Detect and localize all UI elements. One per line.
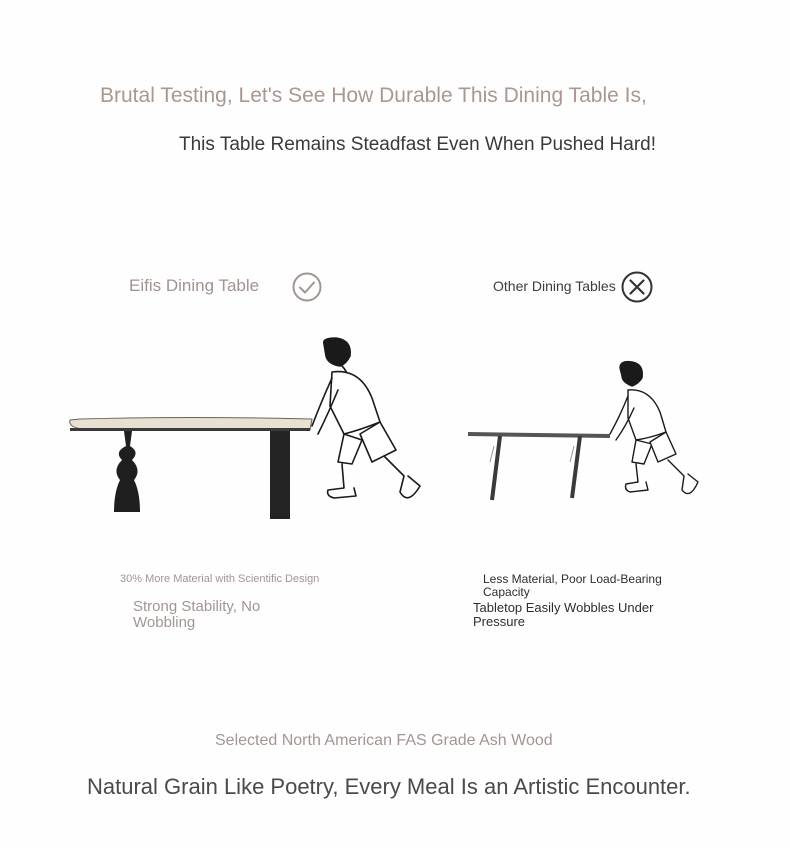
sturdy-table-illustration [60,330,430,530]
tagline: Natural Grain Like Poetry, Every Meal Is an Artistic Encounter. [87,774,691,799]
left-note-big: Strong Stability, No Wobbling [133,598,261,631]
wood-label: Selected North American FAS Grade Ash Wood [215,732,553,749]
other-tables-label: Other Dining Tables [493,278,616,294]
wobbly-table-illustration [460,350,710,510]
headline: Brutal Testing, Let's See How Durable This Dining Table Is, [100,84,647,107]
right-note-big: Tabletop Easily Wobbles Under Pressure [473,600,654,629]
left-note-small: 30% More Material with Scientific Design [120,573,320,585]
check-circle-icon [292,272,322,302]
x-circle-icon [621,271,653,303]
right-note-small: Less Material, Poor Load-Bearing Capacity [483,572,662,599]
subheadline: This Table Remains Steadfast Even When Pushed Hard! [179,134,657,155]
eifis-table-label: Eifis Dining Table [129,276,260,295]
